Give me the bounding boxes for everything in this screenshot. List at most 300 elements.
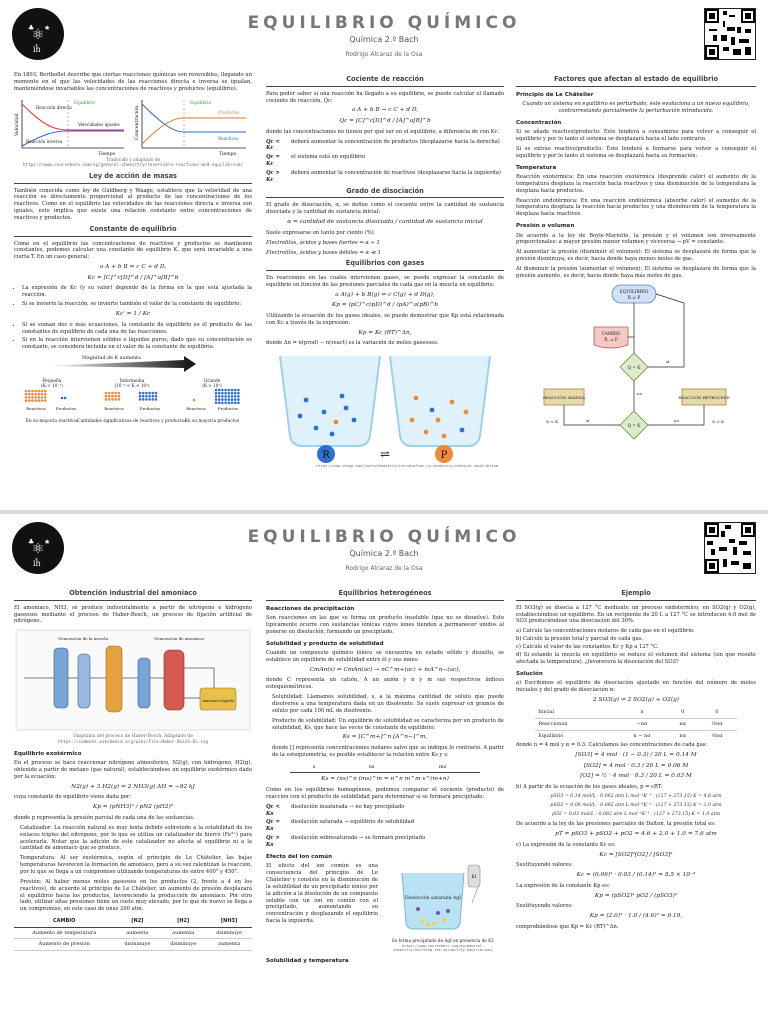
p-total: pT = pSO3 + pSO2 + pO2 = 4.6 + 2.0 + 1.0 = 7.6 atm [555, 831, 717, 838]
common-ion-figure [382, 863, 504, 953]
quotient-formula: Qc = [C]^c[D]^d / [A]^a[B]^b [339, 118, 431, 125]
common-ion-text: El efecto del ion común es una consecuencia del principio de Le Châtelier y consiste en la disminución de la solubilidad de un precipitado iónico por la adición a la disolución de un compuesto soluble con un ion en común con el precipitado, aumentando su concentración y desplazando el equilibrio hacia la izquierda. [266, 863, 378, 925]
column-factors [516, 72, 756, 518]
kp-kc-relation: Kp = Kc (RT)^Δn, [358, 329, 412, 336]
particle-icon [28, 393, 31, 396]
gas-text-2: Utilizando la ecuación de los gases ideales, se puede demostrar que Kp está relacionada con Kc a través de la expresión: [266, 313, 504, 326]
particle-icon [234, 402, 237, 405]
sheet-1 [0, 0, 768, 510]
particle-icon [224, 392, 227, 395]
svg-text:⚛: ⚛ [31, 541, 45, 557]
chart-left-l1: Reacción directa [36, 104, 72, 110]
question-b: b) Calcule la presión total y parcial de cada gas. [516, 636, 644, 643]
productos-1: Productos [55, 406, 77, 412]
particle-icon [105, 398, 108, 401]
solubility-text: Cuando un compuesto químico iónico se encuentra en estado sólido y disuelto, se establece un equilibrio de solubilidad entre él y sus iones: [266, 650, 504, 663]
fc-backward-label: REACCIÓN RETROCEDE [678, 394, 730, 400]
particle-icon [237, 395, 240, 398]
chart-right-ylabel: Concentración [135, 105, 140, 140]
column-ammonia [14, 586, 252, 1032]
alpha-formula: α = cantidad de sustancia disociada / cantidad de sustancia inicial [287, 219, 483, 226]
particle-icon [44, 396, 47, 399]
precipitation-title: Reacciones de precipitación [266, 605, 355, 612]
particle-icon [31, 399, 34, 402]
haber-url[interactable]: https://commons.wikimedia.org/wiki/File:Haber-Bosch-En.svg [57, 740, 209, 746]
kc-expression: Kc = [SO2]²[O2] / [SO3]² [599, 851, 673, 858]
particle-icon [234, 392, 237, 395]
author-2: Rodrigo Alcaraz de la Osa [345, 565, 423, 572]
exothermic-text: En el proceso se hace reaccionar nitrógeno atmosférico, N2(g), con hidrógeno, H2(g), obtenido a partir de metano (gas natural), estableciéndose un equilibrio exotérmico dado por la ecuación: [14, 760, 252, 780]
particle-icon [31, 393, 34, 396]
fc-eq-label-2: R ⇌ P [627, 295, 641, 301]
particle-icon [34, 399, 37, 402]
header-2 [0, 514, 768, 582]
svg-text:★: ★ [44, 538, 51, 546]
lechatelier-title: Principio de Le Châtelier [516, 91, 594, 98]
haber-label-1: Generación de la mezcla [58, 636, 108, 642]
particle-icon [155, 395, 158, 398]
quotient-title: Cociente de reacción [266, 75, 504, 87]
particle-icon [118, 395, 121, 398]
agi-caption: Se forma precipitado de AgI en presencia de KI. [391, 938, 495, 944]
kp-expression: Kp = (pSO2)² pO2 / (pSO3)² [594, 892, 678, 899]
beaker-url: https://www.chegg.com/learn/chemistry/introduction-to-chemistry/chemical-equilibrium [316, 464, 498, 469]
particle-icon [38, 396, 41, 399]
particle-icon [142, 392, 145, 395]
table-row: Aumento de presión disminuye disminuye aumenta [14, 939, 252, 951]
k-mid: Intermedia [119, 379, 145, 385]
rule-1: • La expresión de Kc (y su valor) depende de la forma en la que está ajustada la reacción. [22, 285, 252, 299]
catalyst-text: Catalizador: La reacción natural es muy lenta debido sobretodo a la estabilidad de los enlaces triples del nitrógeno, por lo que se utiliza un catalizador de hierro (Fe³⁺) para acelerarla. Notar que la adición de este catalizador no afecta al equilibrio ni a la cantidad de amoniaco que se produce. [20, 824, 252, 852]
solution-a-2: donde n = 4 mol y α = 0.3. Calculamos las concentraciones de cada gas: [516, 742, 708, 749]
equilibrium-arrows-icon: ⇌ [379, 447, 391, 462]
chart-left-l3: Reacción inversa [26, 138, 63, 144]
quotient-eq: a A + b B → c C + d D, [351, 107, 419, 114]
particle-icon [25, 399, 28, 402]
ksp-ms: ms [405, 762, 480, 773]
common-ion-row [266, 863, 504, 953]
q-case-2: Qc = Ks disolución saturada → equilibrio de solubilidad [266, 819, 415, 833]
particle-icon [25, 390, 28, 393]
particle-icon [221, 402, 224, 405]
table-header-n2: [N2] [114, 916, 160, 927]
fc-q2-label: Q = K [627, 422, 641, 428]
kp-check: comprobándose que Kp = Kc (RT)^Δn. [516, 923, 619, 930]
particle-icon [215, 398, 218, 401]
p-so2: pSO2 = 0.06 mol/L · 0.082 atm L mol⁻¹K⁻¹ · (127 + 273.15) K = 2.0 atm [550, 802, 722, 808]
example-title: Ejemplo [516, 589, 756, 601]
k-small-range: (K < 10⁻³) [41, 383, 63, 389]
k-big: Grande [203, 379, 221, 385]
particle-icon [105, 395, 108, 398]
concentration-1: Si se añade reactivo/producto: Éste tenderá a consumirse para volver a conseguir el equilibrio y por lo tanto el sistema se desplazará hacia el lado contrario. [516, 129, 756, 143]
particle-icon [237, 389, 240, 392]
particle-icon [221, 389, 224, 392]
particle-icon [111, 395, 114, 398]
particle-icon [28, 399, 31, 402]
question-c: c) Calcule el valor de las constantes Kc y Kp a 127 °C. [516, 644, 659, 650]
particle-icon [64, 397, 67, 400]
particle-icon [118, 392, 121, 395]
conc-o2: [O2] = ½ · 4 mol · 0.3 / 20 L = 0.03 M [580, 773, 692, 780]
particle-icon [25, 393, 28, 396]
ksp-s: s [290, 762, 338, 773]
table-row: Aumento de temperatura aumenta aumenta disminuye [14, 927, 252, 939]
chart-right-l2: Reactivos [218, 135, 239, 141]
solubility-temp-title: Solubilidad y temperatura [266, 958, 349, 965]
substituting-2: Sustituyendo valores: [516, 903, 573, 910]
particle-icon [221, 395, 224, 398]
agi-label: Disolución saturada AgI [405, 896, 461, 902]
particle-icon [234, 389, 237, 392]
question-a: a) Calcule las concentraciones molares de cada gas en el equilibrio. [516, 628, 695, 635]
pressure-text: Presión: Al haber menos moles gaseosos en los productos (2, frente a 4 en los reactivos), de acuerdo al principio de Le Châtelier, un aumento de presión desplazará el equilibrio hacia los productos, favoreciendo la producción de amoniaco. Por otro lado, utilizar altas presiones tiene un coste muy elevado, por lo que de nuevo se llega a un compromiso, en este caso de unas 200 atm. [20, 878, 252, 913]
qr-code-icon[interactable] [704, 522, 756, 574]
weak-electrolytes: Electrolitos, ácidos y bases débiles ⇒ α ≪ 1 [266, 249, 381, 256]
particle-icon [34, 393, 37, 396]
label-p: P [440, 450, 448, 462]
particle-icon [152, 392, 155, 395]
quotient-text-2: donde las concentraciones no tienen por qué ser en el equilibrio, a diferencia de con Kc. [266, 128, 500, 135]
fc-change-label-2: R, ⇌ P [604, 336, 618, 342]
particle-icon [139, 398, 142, 401]
chart-right-xlabel: Tiempo [219, 151, 237, 157]
kp-formula: Kp = (pC)^c(pD)^d / (pA)^a(pB)^b [331, 302, 439, 309]
svg-text:iĥ: iĥ [33, 45, 41, 54]
k-mid-range: (10⁻³ < K < 10³) [114, 383, 150, 389]
particle-icon [231, 395, 234, 398]
chart-right-l1: Productos [218, 109, 240, 115]
particle-icon [114, 392, 117, 395]
particle-icon [231, 392, 234, 395]
page-subtitle-2: Química 2.º Bach [349, 549, 419, 558]
agi-beaker-icon [402, 873, 464, 929]
page-subtitle: Química 2.º Bach [349, 35, 419, 44]
concentration-2: Si se extrae reactivo/producto: Éste tenderá a formarse para volver a conseguir el equilibrio y por lo tanto el sistema se desplazará hacia su formación. [516, 145, 756, 159]
solubility-def: Solubilidad: Llamamos solubilidad, s, a la máxima cantidad de soluto que puede disolverse a una temperatura dada en un disolvente. Se suele expresar en gramos de soluto por cada 100 mL de disolvente. [272, 694, 504, 714]
solution-a: a) Escribimos el equilibrio de disociación ajustado en función del número de moles iniciales y del grado de disociación α: [516, 679, 756, 693]
agi-url[interactable]: https://www.coursehero.com/sg/general-chemistry/shifting-the-solubility-equilibrium/ [393, 943, 493, 953]
particle-icon [152, 398, 155, 401]
ammonia-equation: N2(g) + 3 H2(g) ⇌ 2 NH3(g) ΔH = −92 kJ [71, 783, 195, 790]
particle-icon [155, 392, 158, 395]
inverse-formula: Kc' = 1 / Kc [115, 311, 151, 318]
gas-title: Equilibrios con gases [266, 259, 504, 271]
particle-icon [193, 399, 196, 402]
fc-no-2: no [674, 417, 679, 423]
particle-icon [224, 395, 227, 398]
haber-bosch-diagram [14, 628, 252, 734]
fc-qk-right: Q > K [712, 418, 725, 424]
particle-icon [34, 396, 37, 399]
particle-icon [231, 398, 234, 401]
svg-text:♣: ♣ [28, 538, 35, 546]
rule-2: • Si se invierte la reacción, se invierte también el valor de la constante de equilibrio: [22, 301, 252, 308]
header [0, 0, 768, 68]
lechatelier-text: Cuando un sistema en equilibrio es perturbado, éste evoluciona a un nuevo equilibrio, contrarrestando parcialmente la perturbación introducida. [522, 101, 750, 114]
haber-label-3: Amoniaco líquido [202, 699, 234, 704]
particle-icon [237, 402, 240, 405]
particle-icon [228, 402, 231, 405]
precipitation-text: Son reacciones en las que se forma un producto insoluble (que no se disuelve). Esto típicamente ocurre con sustancias iónicas cuyos iones tienden a permanecer unidos al ponerse en disolución, formando un precipitado. [266, 615, 504, 635]
particle-icon [218, 402, 221, 405]
solubility-text-2: donde C representa un catión, A un anión y n y m sus respectivos índices estequiométricos. [266, 677, 504, 691]
particle-icon [228, 398, 231, 401]
particle-icon [152, 395, 155, 398]
particle-icon [25, 396, 28, 399]
ksp-text: donde [] representa concentraciones molares salvo que se indique lo contrario. A partir de la estequiometría, es posible establecer la relación entre Ks y s: [272, 745, 504, 758]
intro-text: En 1803, Berthollet describe que ciertas reacciones químicas son reversibles, llegando un momento en el que las velocidades de las reacciones directa e inversa se igualan, manteniéndose invariables las concentraciones de reactivos y productos (equilibrio). [14, 72, 252, 92]
particle-icon [44, 399, 47, 402]
svg-text:⚛: ⚛ [31, 27, 45, 43]
conc-so3: [SO3] = 4 mol · (1 − 0.3) / 20 L = 0.14 M [575, 751, 697, 758]
ki-label: KI [471, 875, 477, 881]
particle-icon [215, 402, 218, 405]
page-title: EQUILIBRIO QUÍMICO [247, 13, 521, 33]
particle-icon [34, 390, 37, 393]
rule-3: • Si se suman dos o más ecuaciones, la constante de equilibrio es el producto de las constantes de equilibrio de cada una de las reacciones. [22, 322, 252, 336]
particle-icon [148, 392, 151, 395]
kp-value: Kp = (2.0)² · 1.0 / (4.6)² = 0.19, [589, 913, 683, 920]
pressure-2: Al aumentar la presión (disminuir el volumen): El sistema se desplazará de forma que la presión disminuya, es decir, hacia donde haya menos moles de gas. [516, 249, 756, 263]
reactivos-2: Reactivos [104, 406, 124, 412]
gas-eq: a A(g) + b B(g) ⇌ c C(g) + d D(g), [335, 291, 435, 298]
credit-url[interactable]: https://www.coursehero.com/sg/general-chemistry/reversible-reactions-and-equilibrium/ [23, 163, 243, 169]
column-heterogeneous [266, 586, 504, 1032]
constant-rules [14, 285, 252, 308]
charts-svg [14, 96, 252, 158]
productos-2: Productos [139, 406, 161, 412]
ksp-ns: ns [338, 762, 405, 773]
beaker-right-icon [390, 356, 490, 446]
temperature-title: Temperatura [516, 164, 557, 171]
common-ion-svg [382, 863, 504, 935]
magnitude-label: Magnitud de K aumenta [82, 356, 141, 362]
exothermic-text-2: cuya constante de equilibrio viene dada por: [14, 794, 132, 801]
particle-icon [108, 395, 111, 398]
ksp-def: Producto de solubilidad: Un equilibrio de solubilidad se caracteriza por un producto de solubilidad, Ks, que hace las veces de constante de equilibrio: [272, 717, 504, 731]
particle-icon [145, 392, 148, 395]
particle-icon [111, 398, 114, 401]
fc-no-1: no [637, 390, 642, 396]
kc-formula: Kc = [C]^c[D]^d / [A]^a[B]^b [87, 274, 179, 281]
particle-icon [218, 392, 221, 395]
fc-yes-2: sí [586, 417, 590, 423]
particle-icon [224, 402, 227, 405]
particle-icon [41, 390, 44, 393]
chart-left-xlabel: Tiempo [98, 151, 116, 157]
particle-icon [224, 398, 227, 401]
particle-icon [237, 392, 240, 395]
pressure-1: De acuerdo a la ley de Boyle-Mariotte, la presión y el volumen son inversamente proporcionales: a mayor presión menor volumen y viceversa → pV = constante. [516, 232, 756, 246]
particle-icon [108, 398, 111, 401]
particle-icon [224, 389, 227, 392]
ammonia-title: Obtención industrial del amoniaco [14, 589, 252, 601]
particle-icon [234, 395, 237, 398]
particle-icon [228, 389, 231, 392]
particle-icon [234, 398, 237, 401]
particle-icon [61, 397, 64, 400]
particle-icon [228, 395, 231, 398]
temperature-1: Reacción exotérmica: En una reacción exotérmica (desprende calor) el aumento de la temperatura desplaza la reacción hacia reactivos y una disminución de la temperatura la desplaza hacia productos. [516, 173, 756, 194]
haber-label-2: Generación de amoniaco [154, 636, 205, 642]
caption-2: Cantidades significativas de reactivos y productos [77, 419, 187, 425]
k-small: Pequeña [42, 379, 62, 385]
particle-icon [38, 393, 41, 396]
gas-text-3: donde Δn = n(prod) − n(react) es la variación de moles gaseosos. [266, 340, 439, 347]
caption-1: En su mayoría reactivos [25, 419, 79, 425]
particle-icon [215, 395, 218, 398]
ksp-relation: Ks = (ns)^n (ms)^m = n^n m^m s^(m+n) [321, 776, 449, 783]
label-r: R [322, 450, 330, 462]
reactivos-3: Reactivos [186, 406, 206, 412]
particle-icon [231, 402, 234, 405]
particle-icon [44, 393, 47, 396]
dissociation-text-2: Suele expresarse en tanto por ciento (%). [266, 229, 376, 236]
hetero-title: Equilibrios heterogéneos [266, 589, 504, 601]
particle-icon [215, 392, 218, 395]
table-row: Inicial n 0 0 [535, 707, 737, 718]
pressure-3: Al disminuir la presión (aumentar el volumen): El sistema se desplazará de forma que la presión aumente, es decir, hacia donde haya más moles de gas. [516, 265, 756, 279]
mass-action-text: También conocida como ley de Guldberg y Waage, establece que la velocidad de una reacción es directamente proporcional al producto de las concentraciones de los reactivos. Como en el equilibrio las velocidades de las reacciones directa e inversa son iguales, esto implica que existe una relación constante entre concentraciones de reactivos y productos. [14, 187, 252, 222]
solution-b-2: De acuerdo a la ley de las presiones parciales de Dalton, la presión total es: [516, 821, 716, 828]
mass-action-title: Ley de acción de masas [14, 172, 252, 184]
exothermic-title: Equilibrio exotérmico [14, 750, 82, 757]
gas-text: En reacciones en las cuales intervienen gases, se puede expresar la constante de equilibrio en función de las presiones parciales de cada gas en la mezcla en equilibrio: [266, 275, 504, 288]
fc-eq-label: EQUILIBRIO [619, 289, 649, 295]
particle-icon [148, 398, 151, 401]
column-quotient [266, 72, 504, 518]
dissociation-reaction: 2 SO3(g) ⇌ 2 SO2(g) + O2(g) [592, 696, 680, 703]
particle-icon [31, 390, 34, 393]
k-magnitude-diagram [14, 354, 252, 438]
ammonia-intro: El amoniaco, NH3, se produce industrialmente a partir de nitrógeno e hidrógeno gaseosos mediante el proceso de Haber-Bosch, un proceso de fijación artificial de nitrógeno. [14, 604, 252, 625]
common-ion-title: Efecto del ion común [266, 853, 333, 860]
particle-icon [108, 392, 111, 395]
particle-icon [145, 395, 148, 398]
equilibrium-constant-title: Constante de equilibrio [14, 225, 252, 237]
flowchart [516, 283, 756, 455]
particle-icon [105, 392, 108, 395]
example-text: El SO3(g) se disocia a 127 °C mediante un proceso endotérmico, en SO2(g) y O2(g), estableciéndose un equilibrio. En un recipiente de 20 L a 127 °C se introducen 4.0 mol de SO3 produciéndose una disociación del 30%. [516, 604, 756, 625]
concentration-title: Concentración [516, 119, 562, 126]
dissociation-title: Grado de disociación [266, 187, 504, 199]
particle-icon [38, 399, 41, 402]
kc-value: Kc = (0.06)² · 0.03 / (0.14)² = 5.5 × 10⁻³ [576, 872, 696, 879]
particle-icon [41, 399, 44, 402]
table-header-nh3: [NH3] [206, 916, 252, 927]
chart-left-l4: Equilibrio [74, 99, 95, 105]
qr-code-icon[interactable] [704, 8, 756, 60]
particle-icon [28, 390, 31, 393]
q-case-1: Qc < Ks disolución insaturada → no hay precipitado [266, 803, 405, 817]
fc-forward-label: REACCIÓN AVANZA [543, 394, 585, 400]
particle-icon [31, 396, 34, 399]
table-header-cambio: CAMBIO [14, 916, 114, 927]
direction-2: Qc = Kc el sistema está en equilibrio [266, 154, 366, 168]
solution-title: Solución [516, 670, 543, 677]
sheet-2 [0, 514, 768, 1024]
particle-icon [218, 395, 221, 398]
particle-icon [142, 395, 145, 398]
p-o2: pO2 = 0.03 mol/L · 0.082 atm L mol⁻¹K⁻¹ · (127 + 273.15) K = 1.0 atm [551, 812, 721, 818]
particle-icon [114, 395, 117, 398]
ksp-formula: Ks = [C^m+]^n [A^n−]^m, [342, 734, 428, 741]
particle-icon [237, 398, 240, 401]
particle-icon [111, 392, 114, 395]
particle-icon [218, 398, 221, 401]
beakers-diagram [266, 350, 504, 468]
rate-concentration-charts [14, 96, 252, 158]
particle-icon [114, 398, 117, 401]
constant-text: Como en el equilibrio las concentraciones de reactivos y productos se mantienen constantes, podemos calcular una constante de equilibrio K, que será invariable a una cierta T. En un caso general: [14, 240, 252, 261]
solution-c: c) La expresión de la constante Kc es: [516, 841, 616, 848]
particle-icon [118, 398, 121, 401]
fc-q1-label: Q = K [627, 364, 641, 370]
page-title-2: EQUILIBRIO QUÍMICO [247, 527, 521, 547]
particle-icon [155, 398, 158, 401]
dissociation-text: El grado de disociación, α, se define como el cociente entre la cantidad de sustancia disociada y la cantidad de sustancia inicial: [266, 202, 504, 216]
direction-3: Qc > Kc deberá aumentar la concentración de reactivos (desplazarse hacia la izquierda) [266, 170, 501, 183]
table-row: Reaccionan −nα nα ½nα [535, 718, 737, 730]
q-text: Como en los equilibrios homogéneos, podemos comparar el cociente (producto) de reacción con el producto de solubilidad para determinar si se formará precipitado: [266, 787, 504, 800]
fc-change-label: CAMBIO [601, 330, 621, 336]
svg-text:♣: ♣ [28, 24, 35, 32]
constant-rules-2 [14, 322, 252, 351]
exothermic-text-3: donde p representa la presión parcial de cada una de las sustancias. [14, 814, 195, 821]
particle-icon [38, 390, 41, 393]
particle-icon [221, 392, 224, 395]
particle-icon [139, 395, 142, 398]
particle-icon [145, 398, 148, 401]
particle-icon [41, 396, 44, 399]
direction-1: Qc < Kc deberá aumentar la concentración de productos (desplazarse hacia la derecha) [266, 138, 500, 152]
particle-icon [215, 389, 218, 392]
temperature-2: Reacción endotérmica: En una reacción endotérmica (absorbe calor) el aumento de la temperatura desplaza la reacción hacia productos y una disminución de la temperatura la desplaza hacia reactivos. [516, 197, 756, 218]
chart-right-l4: Equilibrio [190, 99, 211, 105]
svg-text:★: ★ [44, 24, 51, 32]
pressure-title: Presión o volumen [516, 223, 575, 230]
particle-icon [139, 392, 142, 395]
beaker-left-icon [280, 356, 380, 446]
table-row: Equilibrio n − nα nα ½nα [538, 732, 723, 739]
chart-left-l2: Velocidades iguales [78, 121, 120, 127]
conc-so2: [SO2] = 4 mol · 0.3 / 20 L = 0.06 M [583, 762, 689, 769]
factors-title: Factores que afectan al estado de equilibrio [516, 75, 756, 87]
particle-icon [28, 396, 31, 399]
ice-table [535, 707, 737, 741]
particle-icon [218, 389, 221, 392]
ammonia-kp: Kp = (pNH3)² / pN2 (pH2)³ [92, 804, 174, 811]
author: Rodrigo Alcaraz de la Osa [345, 51, 423, 58]
particle-icon [221, 398, 224, 401]
ammonia-table [14, 916, 252, 951]
solubility-title: Solubilidad y producto de solubilidad [266, 640, 384, 647]
p-so3: pSO3 = 0.14 mol/L · 0.082 atm L mol⁻¹K⁻¹ · (127 + 273.15) K = 4.6 atm [550, 793, 722, 799]
fc-qk-left: Q < K [546, 418, 559, 424]
ksp-table [290, 762, 480, 774]
table-header-h2: [H2] [160, 916, 206, 927]
rule-4: • Si en la reacción intervienen sólidos o líquidos puros, dado que su concentración es constante, se considera incluida en el valor de la constante de equilibrio. [22, 337, 252, 351]
general-equation: a A + b B ⇌ c C + d D, [99, 264, 167, 271]
chart-left-ylabel: Velocidad [15, 113, 20, 136]
question-d: d) Si estando la mezcla en equilibrio se reduce el volumen del sistema (sin que resulte afectada la temperatura), ¿favorecerá la disociación del SO3? [516, 651, 756, 665]
particle-icon [142, 398, 145, 401]
k-big-range: (K > 10³) [202, 383, 222, 389]
particle-icon [44, 390, 47, 393]
productos-3: Productos [217, 406, 239, 412]
particle-icon [41, 393, 44, 396]
